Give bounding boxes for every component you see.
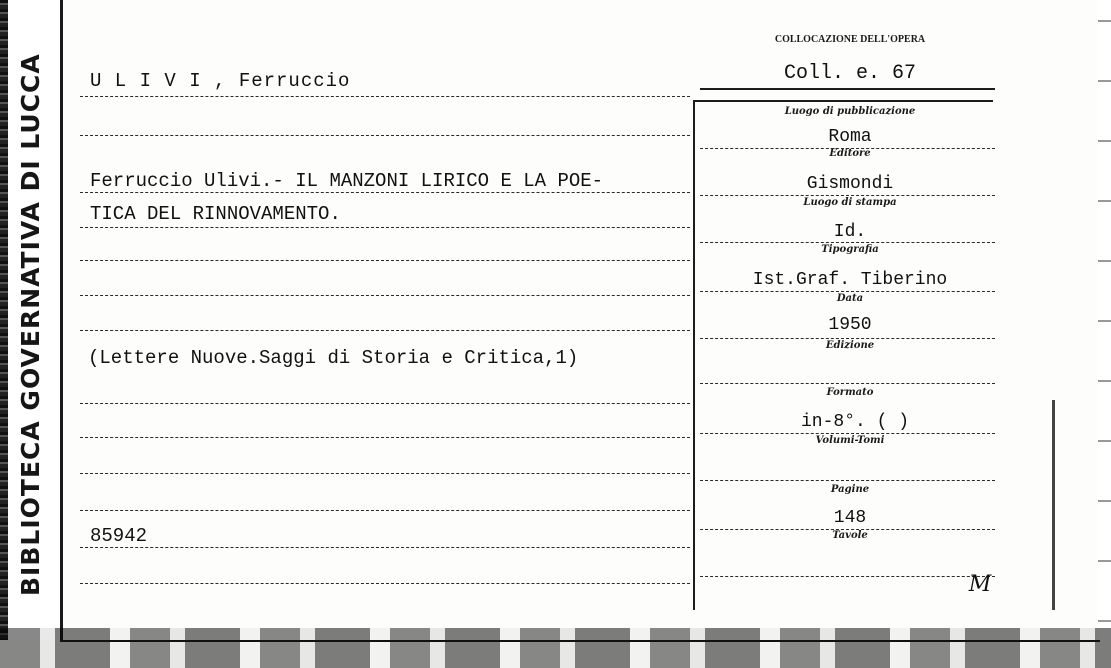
rule-line — [700, 480, 995, 481]
strip-edge-decoration — [0, 0, 8, 640]
library-stamp: BIBLIOTECA GOVERNATIVA DI LUCCA — [16, 53, 45, 596]
rule-line — [80, 547, 690, 548]
rule-line — [80, 510, 690, 511]
rule-line — [80, 330, 690, 331]
author-heading: U L I V I , Ferruccio — [90, 70, 351, 92]
data-label: Data — [836, 293, 864, 304]
pagine-value: 148 — [833, 508, 867, 528]
rule-line — [700, 383, 995, 384]
editore-value: Gismondi — [806, 174, 894, 194]
luogo-stampa-value: Id. — [833, 222, 867, 242]
rule-line — [700, 148, 995, 149]
title-line-2: TICA DEL RINNOVAMENTO. — [90, 203, 341, 225]
luogo-pubblicazione-label: Luogo di pubblicazione — [784, 106, 916, 117]
rule-line — [80, 437, 690, 438]
collocazione-value: Coll. e. 67 — [783, 62, 917, 85]
edizione-label: Edizione — [825, 340, 875, 351]
rule-line — [700, 291, 995, 292]
luogo-stampa-label: Luogo di stampa — [803, 197, 897, 208]
right-panel-divider — [693, 100, 695, 610]
scan-border-line — [60, 640, 1100, 642]
rule-line — [80, 192, 690, 193]
scan-border-noise — [0, 628, 1111, 668]
rule-line — [80, 473, 690, 474]
rule-line — [700, 242, 995, 243]
rule-line — [700, 576, 995, 577]
formato-value: in-8°. ( ) — [800, 412, 910, 432]
title-line-1: Ferruccio Ulivi.- IL MANZONI LIRICO E LA POE- — [90, 170, 604, 192]
editore-label: Editore — [829, 148, 871, 159]
volumi-tomi-label: Volumi-Tomi — [815, 435, 885, 446]
right-panel-side-border — [1052, 400, 1055, 610]
collocazione-label: COLLOCAZIONE DELL'OPERA — [774, 34, 926, 45]
rule-line — [700, 88, 995, 90]
rule-line — [80, 260, 690, 261]
rule-line — [80, 295, 690, 296]
rule-line — [700, 195, 995, 196]
rule-line — [80, 227, 690, 228]
handwritten-mark: M — [968, 572, 992, 597]
rule-line — [80, 96, 690, 97]
tipografia-label: Tipografia — [821, 244, 879, 255]
pagine-label: Pagine — [830, 484, 870, 495]
series-statement: (Lettere Nuove.Saggi di Storia e Critica,1) — [88, 347, 579, 369]
card-right-edge — [1098, 0, 1111, 640]
luogo-pubblicazione-value: Roma — [828, 127, 872, 147]
tavole-label: Tavole — [832, 530, 868, 541]
rule-line — [80, 403, 690, 404]
formato-label: Formato — [826, 387, 874, 398]
data-value: 1950 — [828, 315, 872, 335]
rule-line — [700, 433, 995, 434]
rule-line — [80, 135, 690, 136]
rule-line — [700, 338, 995, 339]
inventory-number: 85942 — [90, 525, 148, 547]
right-panel-top-border — [693, 100, 993, 102]
rule-line — [80, 583, 690, 584]
tipografia-value: Ist.Graf. Tiberino — [752, 270, 948, 290]
